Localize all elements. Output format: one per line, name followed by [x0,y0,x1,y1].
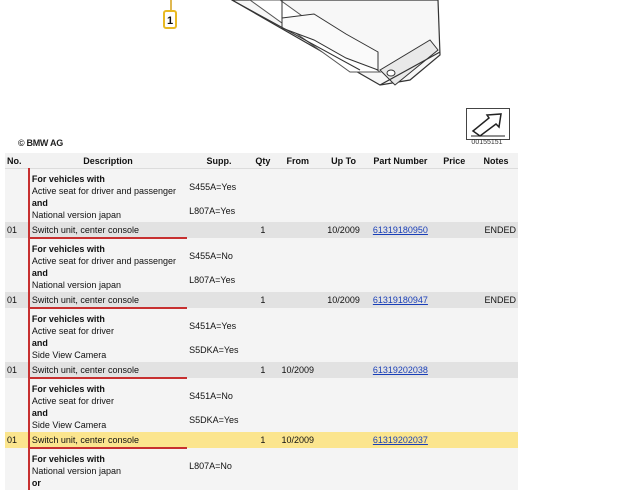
condition-line: National version japan [31,210,121,220]
part-no: 01 [5,222,29,238]
supp-code: L807A=No [189,461,232,471]
col-description: Description [29,153,187,169]
col-notes: Notes [474,153,518,169]
col-supp: Supp. [187,153,251,169]
condition-and: and [31,268,48,278]
part-no: 01 [5,362,29,378]
col-from: From [275,153,321,169]
reference-image-number: 00155151 [471,139,503,146]
part-qty: 1 [251,432,275,448]
supp-code: S455A=Yes [189,182,237,192]
part-row[interactable] [5,362,518,378]
reference-icon [466,108,510,140]
condition-line: Active seat for driver [31,326,114,336]
part-number-link[interactable]: 61319180950 [372,225,428,235]
part-notes: ENDED [474,292,518,308]
condition-row [5,378,518,432]
part-no: 01 [5,432,29,448]
col-price: Price [434,153,474,169]
supp-code: S451A=Yes [189,321,237,331]
part-from [275,222,321,238]
callout-1[interactable]: 1 [163,10,177,29]
part-upto [321,362,367,378]
table-header-row [5,153,518,169]
supp-code: L807A=Yes [189,275,236,285]
condition-title: For vehicles with [31,174,105,184]
condition-line: Active seat for driver [31,396,114,406]
part-description: Switch unit, center console [29,362,187,378]
col-qty: Qty [251,153,275,169]
supp-code: S451A=No [189,391,233,401]
part-row[interactable] [5,292,518,308]
part-number-link[interactable]: 61319180947 [372,295,428,305]
condition-line: Active seat for driver and passenger [31,256,176,266]
part-row-highlighted[interactable] [5,432,518,448]
part-qty: 1 [251,222,275,238]
part-price [434,362,474,378]
part-description: Switch unit, center console [29,222,187,238]
condition-and: and [31,408,48,418]
part-from: 10/2009 [275,362,321,378]
condition-title: For vehicles with [31,244,105,254]
part-upto: 10/2009 [321,222,367,238]
parts-diagram [0,0,640,150]
condition-row [5,169,518,223]
part-notes: ENDED [474,222,518,238]
part-description: Switch unit, center console [29,292,187,308]
part-number-link[interactable]: 61319202038 [372,365,428,375]
col-part-number: Part Number [366,153,434,169]
part-description: Switch unit, center console [29,432,187,448]
condition-title: For vehicles with [31,454,105,464]
col-upto: Up To [321,153,367,169]
part-qty: 1 [251,292,275,308]
condition-row [5,448,518,490]
part-from: 10/2009 [275,432,321,448]
part-price [434,292,474,308]
part-qty: 1 [251,362,275,378]
condition-or: or [31,478,41,488]
condition-row [5,308,518,362]
part-row[interactable] [5,222,518,238]
copyright: © BMW AG [18,138,63,148]
part-price [434,222,474,238]
part-price [434,432,474,448]
condition-title: For vehicles with [31,384,105,394]
condition-row [5,238,518,292]
supp-code: S5DKA=Yes [189,345,239,355]
condition-line: Side View Camera [31,350,107,360]
supp-code: S5DKA=Yes [189,415,239,425]
condition-line: Side View Camera [31,420,107,430]
part-notes [474,432,518,448]
condition-line: Active seat for driver and passenger [31,186,176,196]
part-from [275,292,321,308]
part-no: 01 [5,292,29,308]
condition-and: and [31,338,48,348]
condition-line: National version japan [31,466,121,476]
condition-and: and [31,198,48,208]
part-upto: 10/2009 [321,292,367,308]
supp-code: S455A=No [189,251,233,261]
part-upto [321,432,367,448]
condition-line: National version japan [31,280,121,290]
parts-table [5,153,518,490]
supp-code: L807A=Yes [189,206,236,216]
col-no: No. [5,153,29,169]
part-number-link[interactable]: 61319202037 [372,435,428,445]
condition-title: For vehicles with [31,314,105,324]
switch-unit-illustration [0,0,640,150]
part-notes [474,362,518,378]
